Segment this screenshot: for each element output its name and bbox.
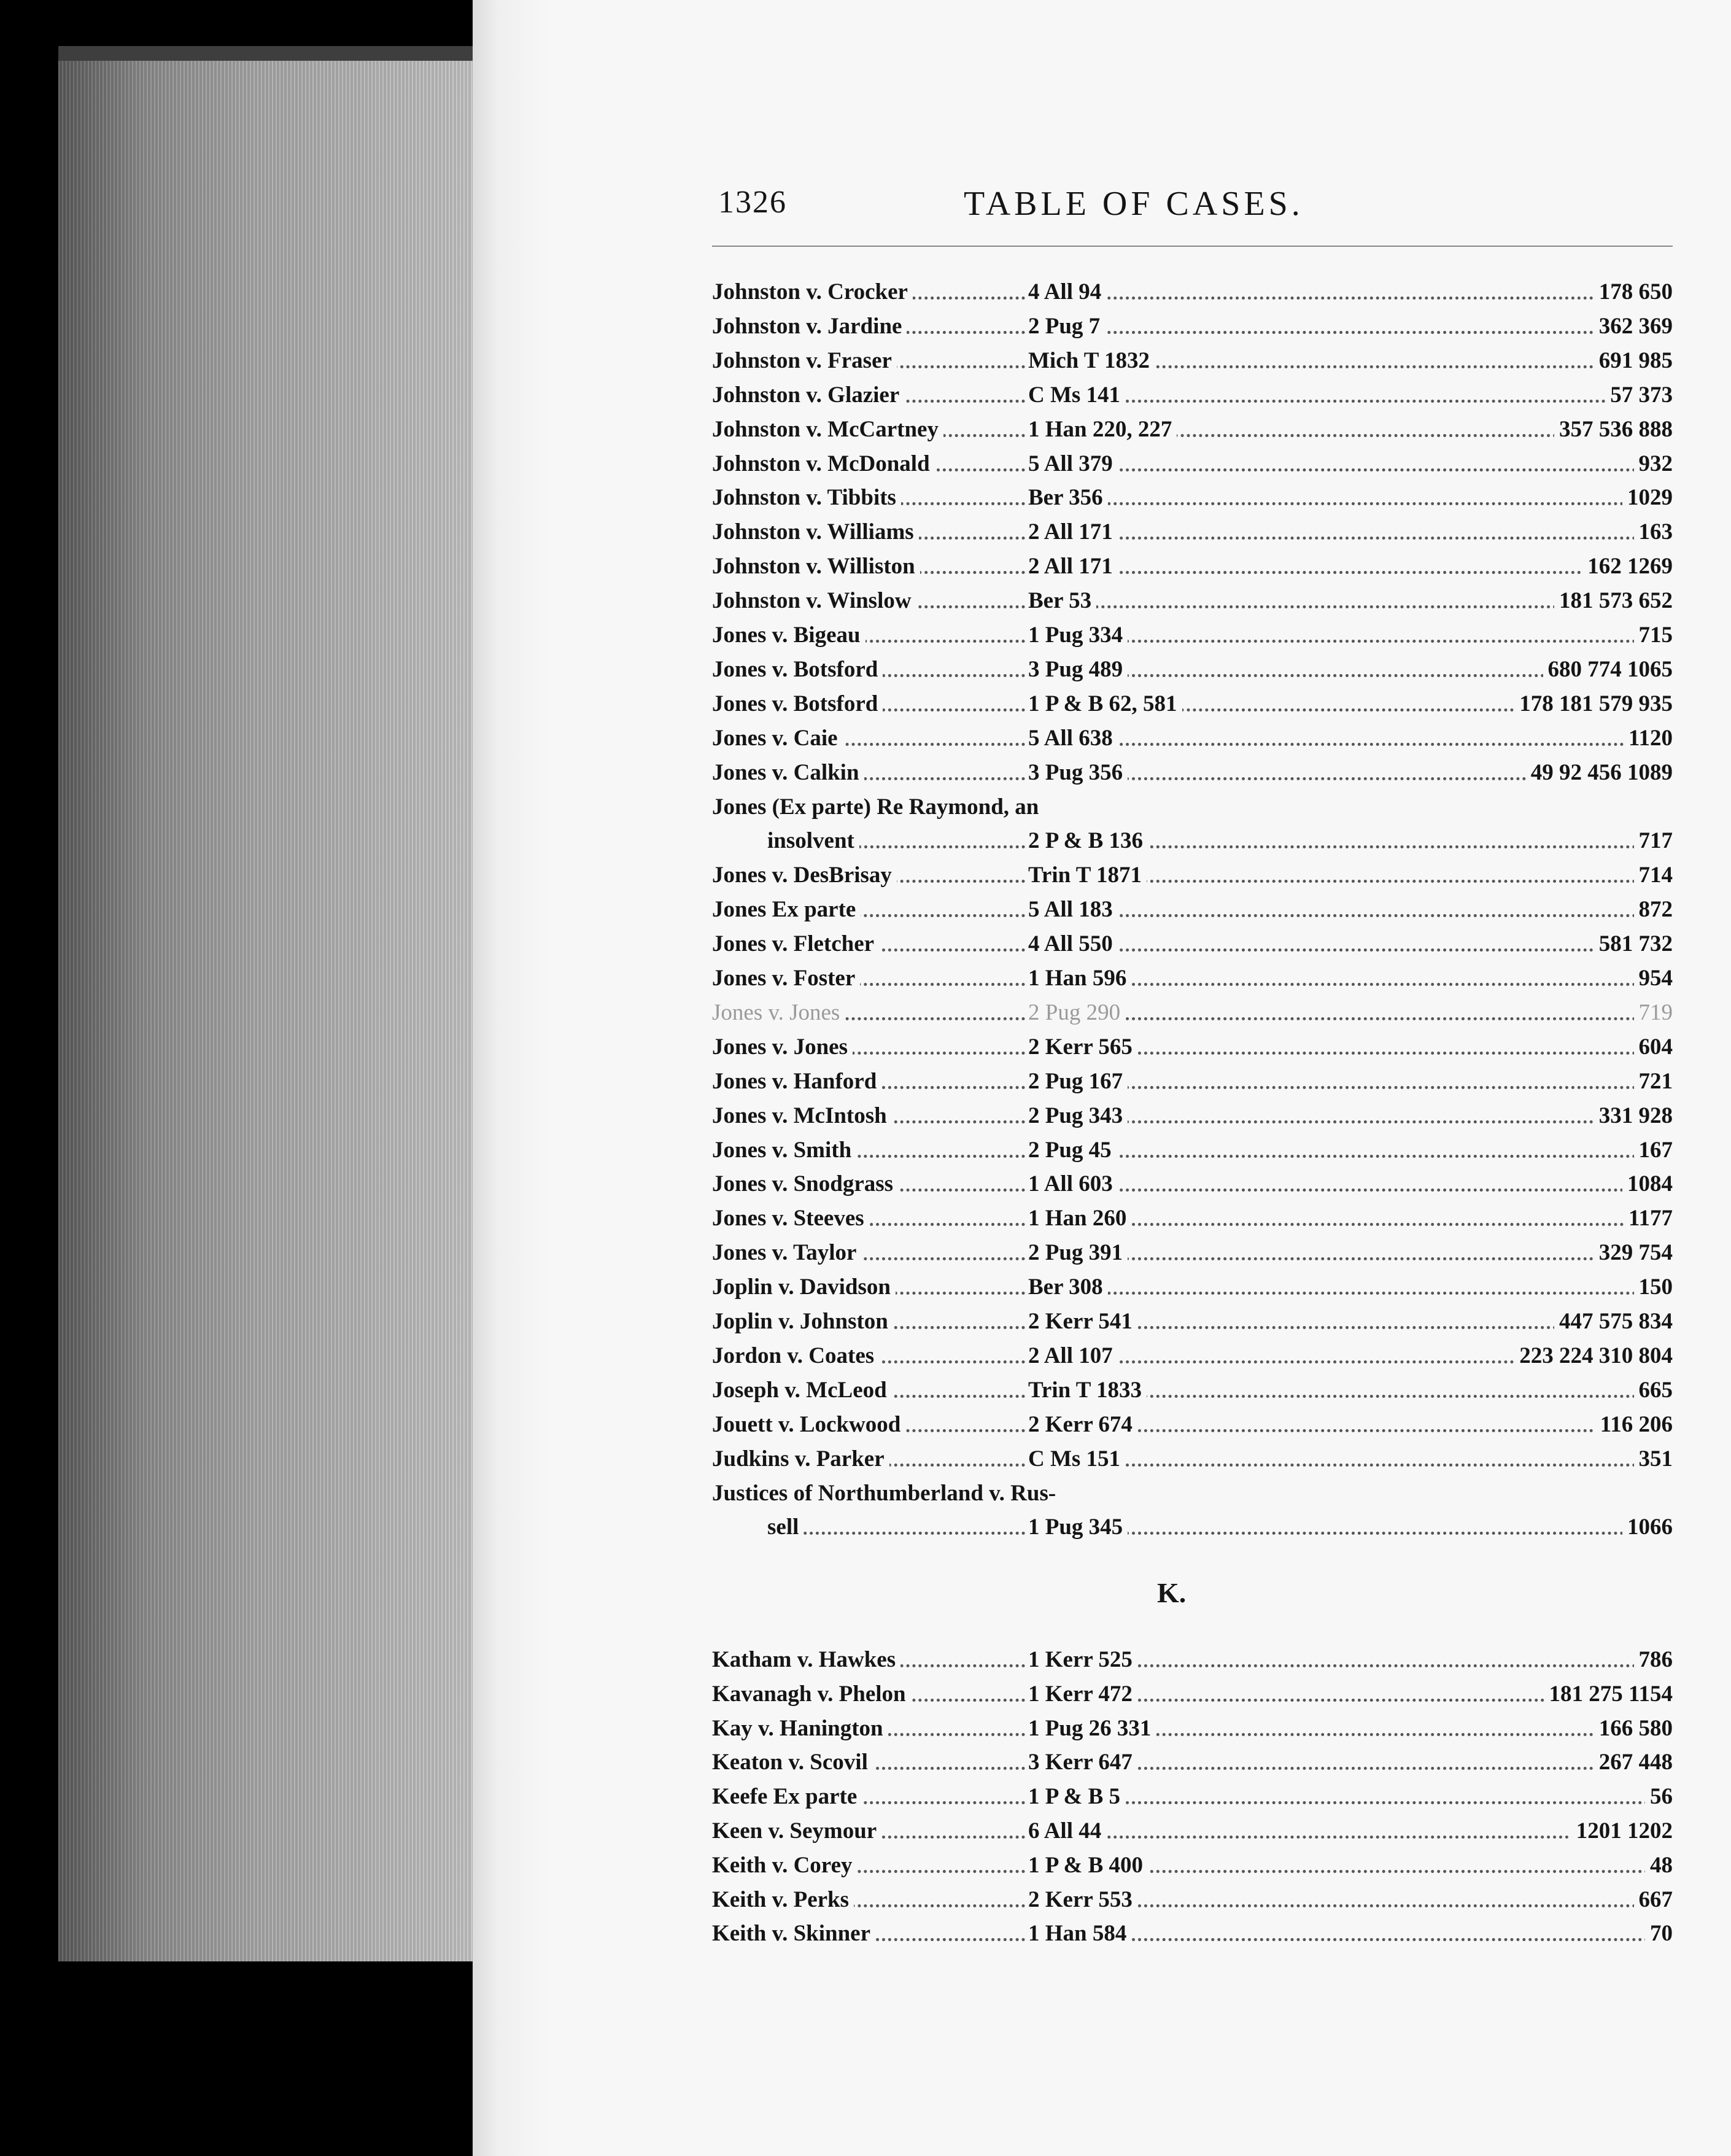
table-row xyxy=(712,724,1673,753)
case-name-cell xyxy=(712,1136,1025,1165)
page-title: TABLE OF CASES. xyxy=(964,185,1304,223)
case-name-cell xyxy=(712,1444,1025,1474)
page-references: 178 650 xyxy=(1594,277,1673,307)
leader-dots xyxy=(1028,948,1673,952)
table-row xyxy=(712,1136,1673,1165)
citation: 3 Pug 489 xyxy=(1028,655,1128,684)
page-references: 56 xyxy=(1645,1782,1673,1812)
case-name-cell xyxy=(712,1645,1025,1675)
case-name: Jones v. Smith xyxy=(712,1136,856,1165)
page-references: 223 224 310 804 xyxy=(1514,1341,1673,1371)
case-name: Kavanagh v. Phelon xyxy=(712,1680,911,1709)
case-name: Jones (Ex parte) Re Raymond, an xyxy=(712,793,1044,822)
case-name-cell xyxy=(712,1714,1025,1743)
page-references: 786 xyxy=(1634,1645,1673,1675)
page-references: 357 536 888 xyxy=(1554,415,1673,444)
case-name-cell xyxy=(712,1101,1025,1131)
table-row xyxy=(712,483,1673,513)
table-row xyxy=(712,1238,1673,1268)
case-name: Jones v. DesBrisay xyxy=(712,861,897,890)
page-references: 331 928 xyxy=(1594,1101,1673,1131)
citation: 1 Han 220, 227 xyxy=(1028,415,1177,444)
table-row xyxy=(712,1204,1673,1233)
citation-cell xyxy=(1028,1410,1673,1440)
case-name: Jones v. Jones xyxy=(712,1033,853,1062)
case-name: Joplin v. Johnston xyxy=(712,1307,893,1336)
section-heading-k: K. xyxy=(1157,1577,1187,1608)
leader-dots xyxy=(1028,914,1673,917)
case-name-cell xyxy=(712,1919,1025,1949)
page-references: 181 275 1154 xyxy=(1544,1680,1673,1709)
citation-cell xyxy=(1028,552,1673,581)
case-name-cell xyxy=(767,826,1025,856)
table-row xyxy=(712,449,1673,479)
citation: 2 Kerr 541 xyxy=(1028,1307,1137,1336)
case-name: Johnston v. Winslow xyxy=(712,586,916,616)
case-name-cell xyxy=(712,1817,1025,1846)
citation: 4 All 94 xyxy=(1028,277,1106,307)
case-name: Jones v. Foster xyxy=(712,964,860,993)
citation-cell xyxy=(1028,1273,1673,1302)
citation-cell xyxy=(1028,964,1673,993)
citation: 1 P & B 5 xyxy=(1028,1782,1125,1812)
table-row xyxy=(712,586,1673,616)
citation: 1 Han 260 xyxy=(1028,1204,1131,1233)
page-references: 714 xyxy=(1634,861,1673,890)
case-name-cell xyxy=(712,964,1025,993)
case-name-cell xyxy=(712,689,1025,719)
citation: 1 Han 596 xyxy=(1028,964,1131,993)
table-row xyxy=(712,1513,1673,1542)
case-name: Jones v. Caie xyxy=(712,724,843,753)
citation: 2 All 171 xyxy=(1028,518,1118,547)
case-name: Jones v. Taylor xyxy=(712,1238,861,1268)
case-name-cell xyxy=(712,655,1025,684)
case-name: Jones v. Bigeau xyxy=(712,621,866,650)
table-row xyxy=(712,1273,1673,1302)
citation: 2 P & B 136 xyxy=(1028,826,1148,856)
leader-dots xyxy=(767,1532,1025,1535)
citation: 3 Kerr 647 xyxy=(1028,1748,1137,1777)
citation-cell xyxy=(1028,1204,1673,1233)
page-references: 721 xyxy=(1634,1067,1673,1096)
citation: Ber 308 xyxy=(1028,1273,1108,1302)
citation-cell xyxy=(1028,415,1673,444)
case-name-cell xyxy=(712,346,1025,376)
citation-cell xyxy=(1028,1817,1673,1846)
case-name: Johnston v. Glazier xyxy=(712,381,904,410)
page-references: 57 373 xyxy=(1605,381,1673,410)
book-page-edges-shadow xyxy=(58,46,500,61)
citation: 2 Pug 167 xyxy=(1028,1067,1128,1096)
table-row xyxy=(712,312,1673,341)
table-row xyxy=(712,1748,1673,1777)
case-name: Keaton v. Scovil xyxy=(712,1748,873,1777)
citation-cell xyxy=(1028,758,1673,788)
leader-dots xyxy=(1028,297,1673,300)
citation-cell xyxy=(1028,861,1673,890)
page-references: 447 575 834 xyxy=(1554,1307,1673,1336)
case-name-cell xyxy=(712,1273,1025,1302)
page-references: 719 xyxy=(1634,998,1673,1028)
case-name: Johnston v. McDonald xyxy=(712,449,935,479)
page-references: 1177 xyxy=(1624,1204,1673,1233)
table-row xyxy=(712,552,1673,581)
leader-dots xyxy=(1028,1155,1673,1158)
page-references: 162 1269 xyxy=(1582,552,1673,581)
citation: Ber 53 xyxy=(1028,586,1096,616)
case-name: Joplin v. Davidson xyxy=(712,1273,896,1302)
case-name-cell xyxy=(712,998,1025,1028)
case-name: Jordon v. Coates xyxy=(712,1341,879,1371)
case-name-cell xyxy=(712,724,1025,753)
citation-cell xyxy=(1028,655,1673,684)
table-row xyxy=(712,1479,1673,1508)
citation-cell xyxy=(1028,1885,1673,1915)
citation-cell xyxy=(1028,1238,1673,1268)
case-name: Keith v. Corey xyxy=(712,1851,858,1880)
case-name: Keith v. Skinner xyxy=(712,1919,875,1949)
leader-dots xyxy=(1028,1189,1673,1192)
case-name: Justices of Northumberland v. Rus- xyxy=(712,1479,1061,1508)
case-name-cell xyxy=(712,1748,1025,1777)
citation: 5 All 638 xyxy=(1028,724,1118,753)
citation-cell xyxy=(1028,689,1673,719)
page-references: 351 xyxy=(1634,1444,1673,1474)
leader-dots xyxy=(1028,571,1673,574)
case-name-cell xyxy=(712,758,1025,788)
table-row xyxy=(712,929,1673,959)
citation: 2 Pug 391 xyxy=(1028,1238,1128,1268)
citation: C Ms 151 xyxy=(1028,1444,1125,1474)
case-name-cell xyxy=(712,586,1025,616)
case-name: Johnston v. McCartney xyxy=(712,415,943,444)
case-name: Jones Ex parte xyxy=(712,895,861,925)
citation-cell xyxy=(1028,1513,1673,1542)
case-name-cell xyxy=(712,1067,1025,1096)
citation: C Ms 141 xyxy=(1028,381,1125,410)
citation: 2 Pug 45 xyxy=(1028,1136,1117,1165)
citation: 5 All 183 xyxy=(1028,895,1118,925)
case-name-cell xyxy=(712,1410,1025,1440)
citation-cell xyxy=(1028,1067,1673,1096)
citation-cell xyxy=(1028,586,1673,616)
page-references: 163 xyxy=(1634,518,1673,547)
citation: 1 Pug 345 xyxy=(1028,1513,1128,1542)
case-name-cell xyxy=(712,895,1025,925)
table-row xyxy=(712,381,1673,410)
page-references: 362 369 xyxy=(1594,312,1673,341)
case-name: Keefe Ex parte xyxy=(712,1782,862,1812)
citation-cell xyxy=(1028,1919,1673,1949)
case-name-cell xyxy=(712,1885,1025,1915)
page-references: 665 xyxy=(1634,1376,1673,1405)
citation-cell xyxy=(1028,1444,1673,1474)
case-name: sell xyxy=(767,1513,804,1542)
case-name-cell xyxy=(712,381,1025,410)
citation-cell xyxy=(1028,1376,1673,1405)
table-row xyxy=(712,1680,1673,1709)
case-name: Johnston v. Tibbits xyxy=(712,483,901,513)
page-references: 691 985 xyxy=(1594,346,1673,376)
case-name: Jouett v. Lockwood xyxy=(712,1410,905,1440)
table-row xyxy=(712,1885,1673,1915)
case-name-cell xyxy=(712,1169,1025,1199)
table-row xyxy=(712,793,1673,822)
page-references: 329 754 xyxy=(1594,1238,1673,1268)
table-row xyxy=(712,1645,1673,1675)
case-name: Jones v. Fletcher xyxy=(712,929,879,959)
case-name-cell xyxy=(712,1376,1025,1405)
page-references: 116 206 xyxy=(1595,1410,1673,1440)
table-row xyxy=(712,895,1673,925)
table-row xyxy=(712,1169,1673,1199)
leader-dots xyxy=(1028,537,1673,540)
citation-cell xyxy=(1028,1101,1673,1131)
page-references: 1201 1202 xyxy=(1571,1817,1673,1846)
page-references: 581 732 xyxy=(1594,929,1673,959)
page-references: 872 xyxy=(1634,895,1673,925)
citation: 2 Kerr 674 xyxy=(1028,1410,1137,1440)
table-row xyxy=(712,1067,1673,1096)
citation: 2 Kerr 553 xyxy=(1028,1885,1137,1915)
case-name-cell xyxy=(712,312,1025,341)
citation: 1 Han 584 xyxy=(1028,1919,1131,1949)
citation-cell xyxy=(1028,381,1673,410)
case-name-cell xyxy=(767,1513,1025,1542)
citation: 2 Pug 7 xyxy=(1028,312,1105,341)
case-name: Jones v. Calkin xyxy=(712,758,864,788)
leader-dots xyxy=(1028,468,1673,471)
table-row xyxy=(712,655,1673,684)
case-name-cell xyxy=(712,449,1025,479)
citation: 3 Pug 356 xyxy=(1028,758,1128,788)
citation-cell xyxy=(1028,1341,1673,1371)
citation-cell xyxy=(1028,1851,1673,1880)
case-name: Jones v. Botsford xyxy=(712,689,883,719)
citation-cell xyxy=(1028,1033,1673,1062)
case-name: Judkins v. Parker xyxy=(712,1444,889,1474)
case-name-cell xyxy=(712,929,1025,959)
table-row xyxy=(712,277,1673,307)
table-row xyxy=(712,964,1673,993)
case-name-cell xyxy=(712,1204,1025,1233)
leader-dots xyxy=(1028,1292,1673,1295)
leader-dots xyxy=(1028,331,1673,334)
page-references: 166 580 xyxy=(1594,1714,1673,1743)
case-name: Jones v. Steeves xyxy=(712,1204,869,1233)
case-name: Johnston v. Crocker xyxy=(712,277,913,307)
citation: 1 Pug 334 xyxy=(1028,621,1128,650)
case-name: Jones v. Snodgrass xyxy=(712,1169,898,1199)
book-page-edges xyxy=(58,46,500,1961)
citation: 2 Pug 290 xyxy=(1028,998,1125,1028)
citation-cell xyxy=(1028,1307,1673,1336)
page-references: 680 774 1065 xyxy=(1543,655,1673,684)
case-name-cell xyxy=(712,1307,1025,1336)
table-row xyxy=(712,1307,1673,1336)
table-row xyxy=(712,1376,1673,1405)
case-name-cell xyxy=(712,1680,1025,1709)
citation: 4 All 550 xyxy=(1028,929,1118,959)
case-name: Jones v. McIntosh xyxy=(712,1101,892,1131)
case-name-cell xyxy=(712,518,1025,547)
case-name-cell xyxy=(712,483,1025,513)
citation-cell xyxy=(1028,929,1673,959)
case-name-cell xyxy=(712,793,1179,822)
case-name-cell xyxy=(712,1851,1025,1880)
citation: 6 All 44 xyxy=(1028,1817,1106,1846)
citation-cell xyxy=(1028,1169,1673,1199)
citation: Trin T 1833 xyxy=(1028,1376,1147,1405)
citation-cell xyxy=(1028,895,1673,925)
case-name-cell xyxy=(712,1341,1025,1371)
citation: 2 Kerr 565 xyxy=(1028,1033,1137,1062)
page-references: 715 xyxy=(1634,621,1673,650)
table-row xyxy=(712,346,1673,376)
table-row xyxy=(712,689,1673,719)
citation-cell xyxy=(1028,1680,1673,1709)
table-row xyxy=(712,1444,1673,1474)
table-row xyxy=(712,621,1673,650)
table-row xyxy=(712,758,1673,788)
citation: 1 Kerr 525 xyxy=(1028,1645,1137,1675)
case-name-cell xyxy=(712,861,1025,890)
header-rule xyxy=(712,246,1673,247)
citation-cell xyxy=(1028,1136,1673,1165)
citation-cell xyxy=(1028,826,1673,856)
case-name: Katham v. Hawkes xyxy=(712,1645,900,1675)
citation-cell xyxy=(1028,1714,1673,1743)
page-references: 932 xyxy=(1634,449,1673,479)
page-references: 150 xyxy=(1634,1273,1673,1302)
case-name-cell xyxy=(712,277,1025,307)
page-references: 1029 xyxy=(1622,483,1673,513)
case-name: Johnston v. Jardine xyxy=(712,312,907,341)
case-name-cell xyxy=(712,1782,1025,1812)
case-name: Kay v. Hanington xyxy=(712,1714,888,1743)
citation: 1 Pug 26 331 xyxy=(1028,1714,1156,1743)
case-name: Keith v. Perks xyxy=(712,1885,854,1915)
table-row xyxy=(712,1341,1673,1371)
case-name: Johnston v. Williston xyxy=(712,552,920,581)
citation-cell xyxy=(1028,312,1673,341)
citation-cell xyxy=(1028,518,1673,547)
citation: 2 All 171 xyxy=(1028,552,1118,581)
book-page xyxy=(473,0,1731,2156)
case-name: Joseph v. McLeod xyxy=(712,1376,892,1405)
page-references: 167 xyxy=(1634,1136,1673,1165)
citation: 1 Kerr 472 xyxy=(1028,1680,1137,1709)
case-name: Jones v. Botsford xyxy=(712,655,883,684)
page-references: 267 448 xyxy=(1594,1748,1673,1777)
table-row xyxy=(712,998,1673,1028)
case-name-cell xyxy=(712,415,1025,444)
page-references: 954 xyxy=(1634,964,1673,993)
citation-cell xyxy=(1028,724,1673,753)
page-references: 1066 xyxy=(1622,1513,1673,1542)
table-row xyxy=(712,1033,1673,1062)
citation: 2 Pug 343 xyxy=(1028,1101,1128,1131)
page-references: 717 xyxy=(1634,826,1673,856)
case-name-cell xyxy=(712,1033,1025,1062)
case-name-cell xyxy=(712,552,1025,581)
table-row xyxy=(712,415,1673,444)
table-row xyxy=(712,1101,1673,1131)
citation: 1 P & B 400 xyxy=(1028,1851,1148,1880)
page-references: 178 181 579 935 xyxy=(1514,689,1673,719)
page-references: 1120 xyxy=(1624,724,1673,753)
citation-cell xyxy=(1028,483,1673,513)
case-name: insolvent xyxy=(767,826,859,856)
page-references: 604 xyxy=(1634,1033,1673,1062)
page-references: 48 xyxy=(1645,1851,1673,1880)
citation-cell xyxy=(1028,998,1673,1028)
case-name: Johnston v. Fraser xyxy=(712,346,897,376)
citation-cell xyxy=(1028,621,1673,650)
case-name-cell xyxy=(712,1238,1025,1268)
table-row xyxy=(712,826,1673,856)
page-references: 667 xyxy=(1634,1885,1673,1915)
table-row xyxy=(712,861,1673,890)
citation: 1 All 603 xyxy=(1028,1169,1118,1199)
page-references: 181 573 652 xyxy=(1554,586,1673,616)
table-row xyxy=(712,1782,1673,1812)
citation: Mich T 1832 xyxy=(1028,346,1155,376)
case-name: Johnston v. Williams xyxy=(712,518,919,547)
citation-cell xyxy=(1028,277,1673,307)
table-row xyxy=(712,1919,1673,1949)
leader-dots xyxy=(1028,502,1673,505)
citation: 1 P & B 62, 581 xyxy=(1028,689,1182,719)
case-name: Keen v. Seymour xyxy=(712,1817,881,1846)
table-row xyxy=(712,518,1673,547)
citation: Ber 356 xyxy=(1028,483,1108,513)
citation: 5 All 379 xyxy=(1028,449,1118,479)
citation: 2 All 107 xyxy=(1028,1341,1118,1371)
case-name: Jones v. Jones xyxy=(712,998,845,1028)
citation-cell xyxy=(1028,1748,1673,1777)
case-name-cell xyxy=(712,1479,1179,1508)
citation-cell xyxy=(1028,1645,1673,1675)
leader-dots xyxy=(1028,743,1673,746)
table-row xyxy=(712,1714,1673,1743)
case-name-cell xyxy=(712,621,1025,650)
citation-cell xyxy=(1028,1782,1673,1812)
case-name: Jones v. Hanford xyxy=(712,1067,881,1096)
page-header xyxy=(718,184,1670,233)
citation-cell xyxy=(1028,449,1673,479)
page-references: 1084 xyxy=(1622,1169,1673,1199)
table-row xyxy=(712,1851,1673,1880)
page-number: 1326 xyxy=(718,185,787,220)
table-row xyxy=(712,1817,1673,1846)
citation-cell xyxy=(1028,346,1673,376)
table-row xyxy=(712,1410,1673,1440)
citation: Trin T 1871 xyxy=(1028,861,1147,890)
page-references: 49 92 456 1089 xyxy=(1526,758,1673,788)
page-references: 70 xyxy=(1645,1919,1673,1949)
